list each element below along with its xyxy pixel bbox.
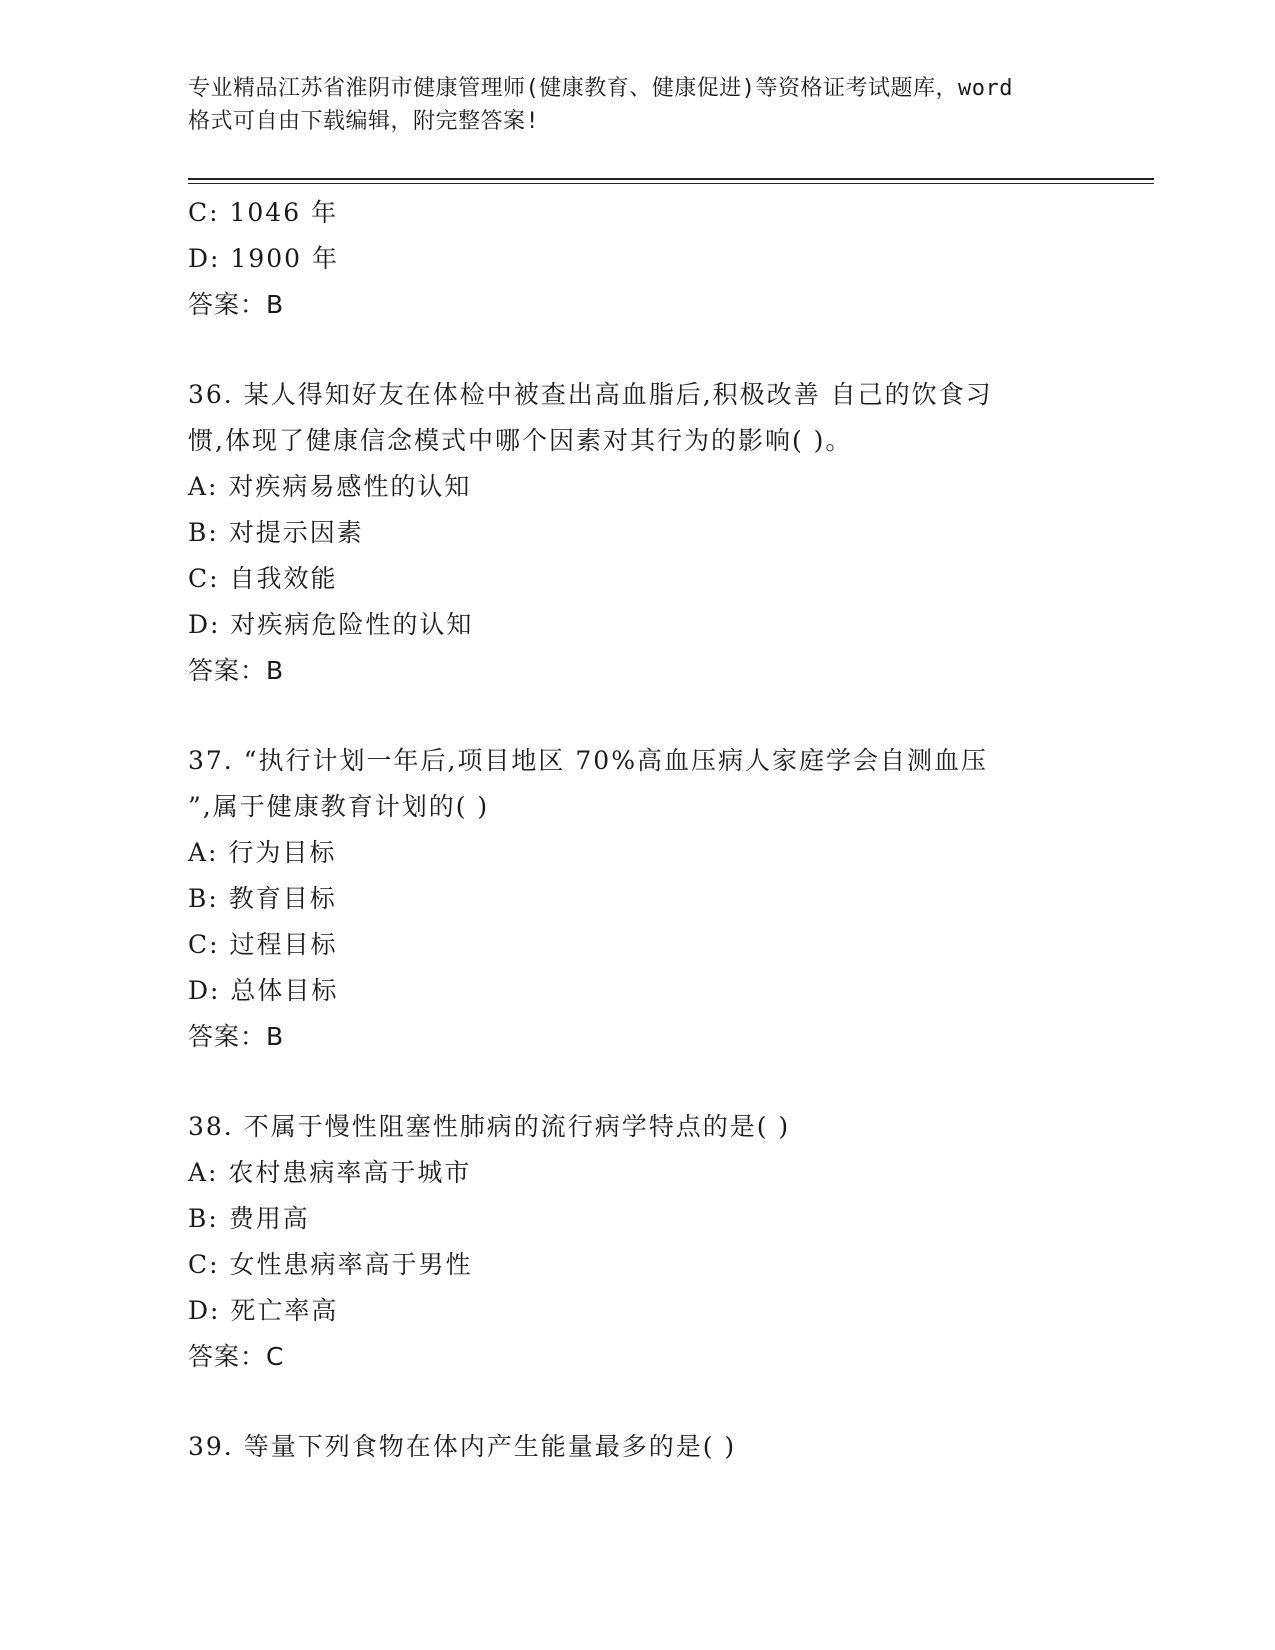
question-list [188, 190, 1088, 1470]
spacer [188, 1060, 1088, 1104]
option-d: D: 对疾病危险性的认知 [188, 610, 474, 639]
question-37 [188, 738, 1088, 1060]
option-c: C: 自我效能 [188, 564, 338, 593]
question-stem: 37. “执行计划一年后,项目地区 70%高血压病人家庭学会自测血压 [188, 746, 988, 775]
question-35-tail [188, 190, 1088, 328]
question-36 [188, 372, 1088, 694]
document-header [188, 72, 1088, 138]
question-39 [188, 1424, 1088, 1470]
option-a: A: 行为目标 [188, 838, 337, 867]
option-c: C: 过程目标 [188, 930, 338, 959]
spacer [188, 1380, 1088, 1424]
option-d: D: 死亡率高 [188, 1296, 339, 1325]
question-stem: 36. 某人得知好友在体检中被查出高血脂后,积极改善 自己的饮食习 [188, 380, 993, 409]
header-line-1: 专业精品江苏省淮阴市健康管理师(健康教育、健康促进)等资格证考试题库，word [188, 76, 1013, 101]
question-38 [188, 1104, 1088, 1380]
header-divider-thick [188, 178, 1154, 180]
question-stem-continued: 惯,体现了健康信念模式中哪个因素对其行为的影响( )。 [188, 426, 853, 455]
option-a: A: 对疾病易感性的认知 [188, 472, 472, 501]
header-divider-thin [188, 183, 1154, 184]
question-stem: 39. 等量下列食物在体内产生能量最多的是( ) [188, 1432, 737, 1461]
question-stem: 38. 不属于慢性阻塞性肺病的流行病学特点的是( ) [188, 1112, 791, 1141]
answer-label: 答案：B [188, 1022, 285, 1051]
answer-label: 答案：C [188, 1342, 285, 1371]
option-d: D: 总体目标 [188, 976, 339, 1005]
option-b: B: 对提示因素 [188, 518, 364, 547]
answer-label: 答案：B [188, 656, 285, 685]
option-b: B: 费用高 [188, 1204, 310, 1233]
spacer [188, 328, 1088, 372]
answer-label: 答案：B [188, 290, 285, 319]
spacer [188, 694, 1088, 738]
question-stem-continued: ”,属于健康教育计划的( ) [188, 792, 490, 821]
option-a: A: 农村患病率高于城市 [188, 1158, 472, 1187]
option-c: C: 女性患病率高于男性 [188, 1250, 473, 1279]
option-b: B: 教育目标 [188, 884, 337, 913]
option-c: C: 1046 年 [188, 198, 339, 227]
header-line-2: 格式可自由下载编辑，附完整答案! [188, 109, 540, 134]
option-d: D: 1900 年 [188, 244, 339, 273]
